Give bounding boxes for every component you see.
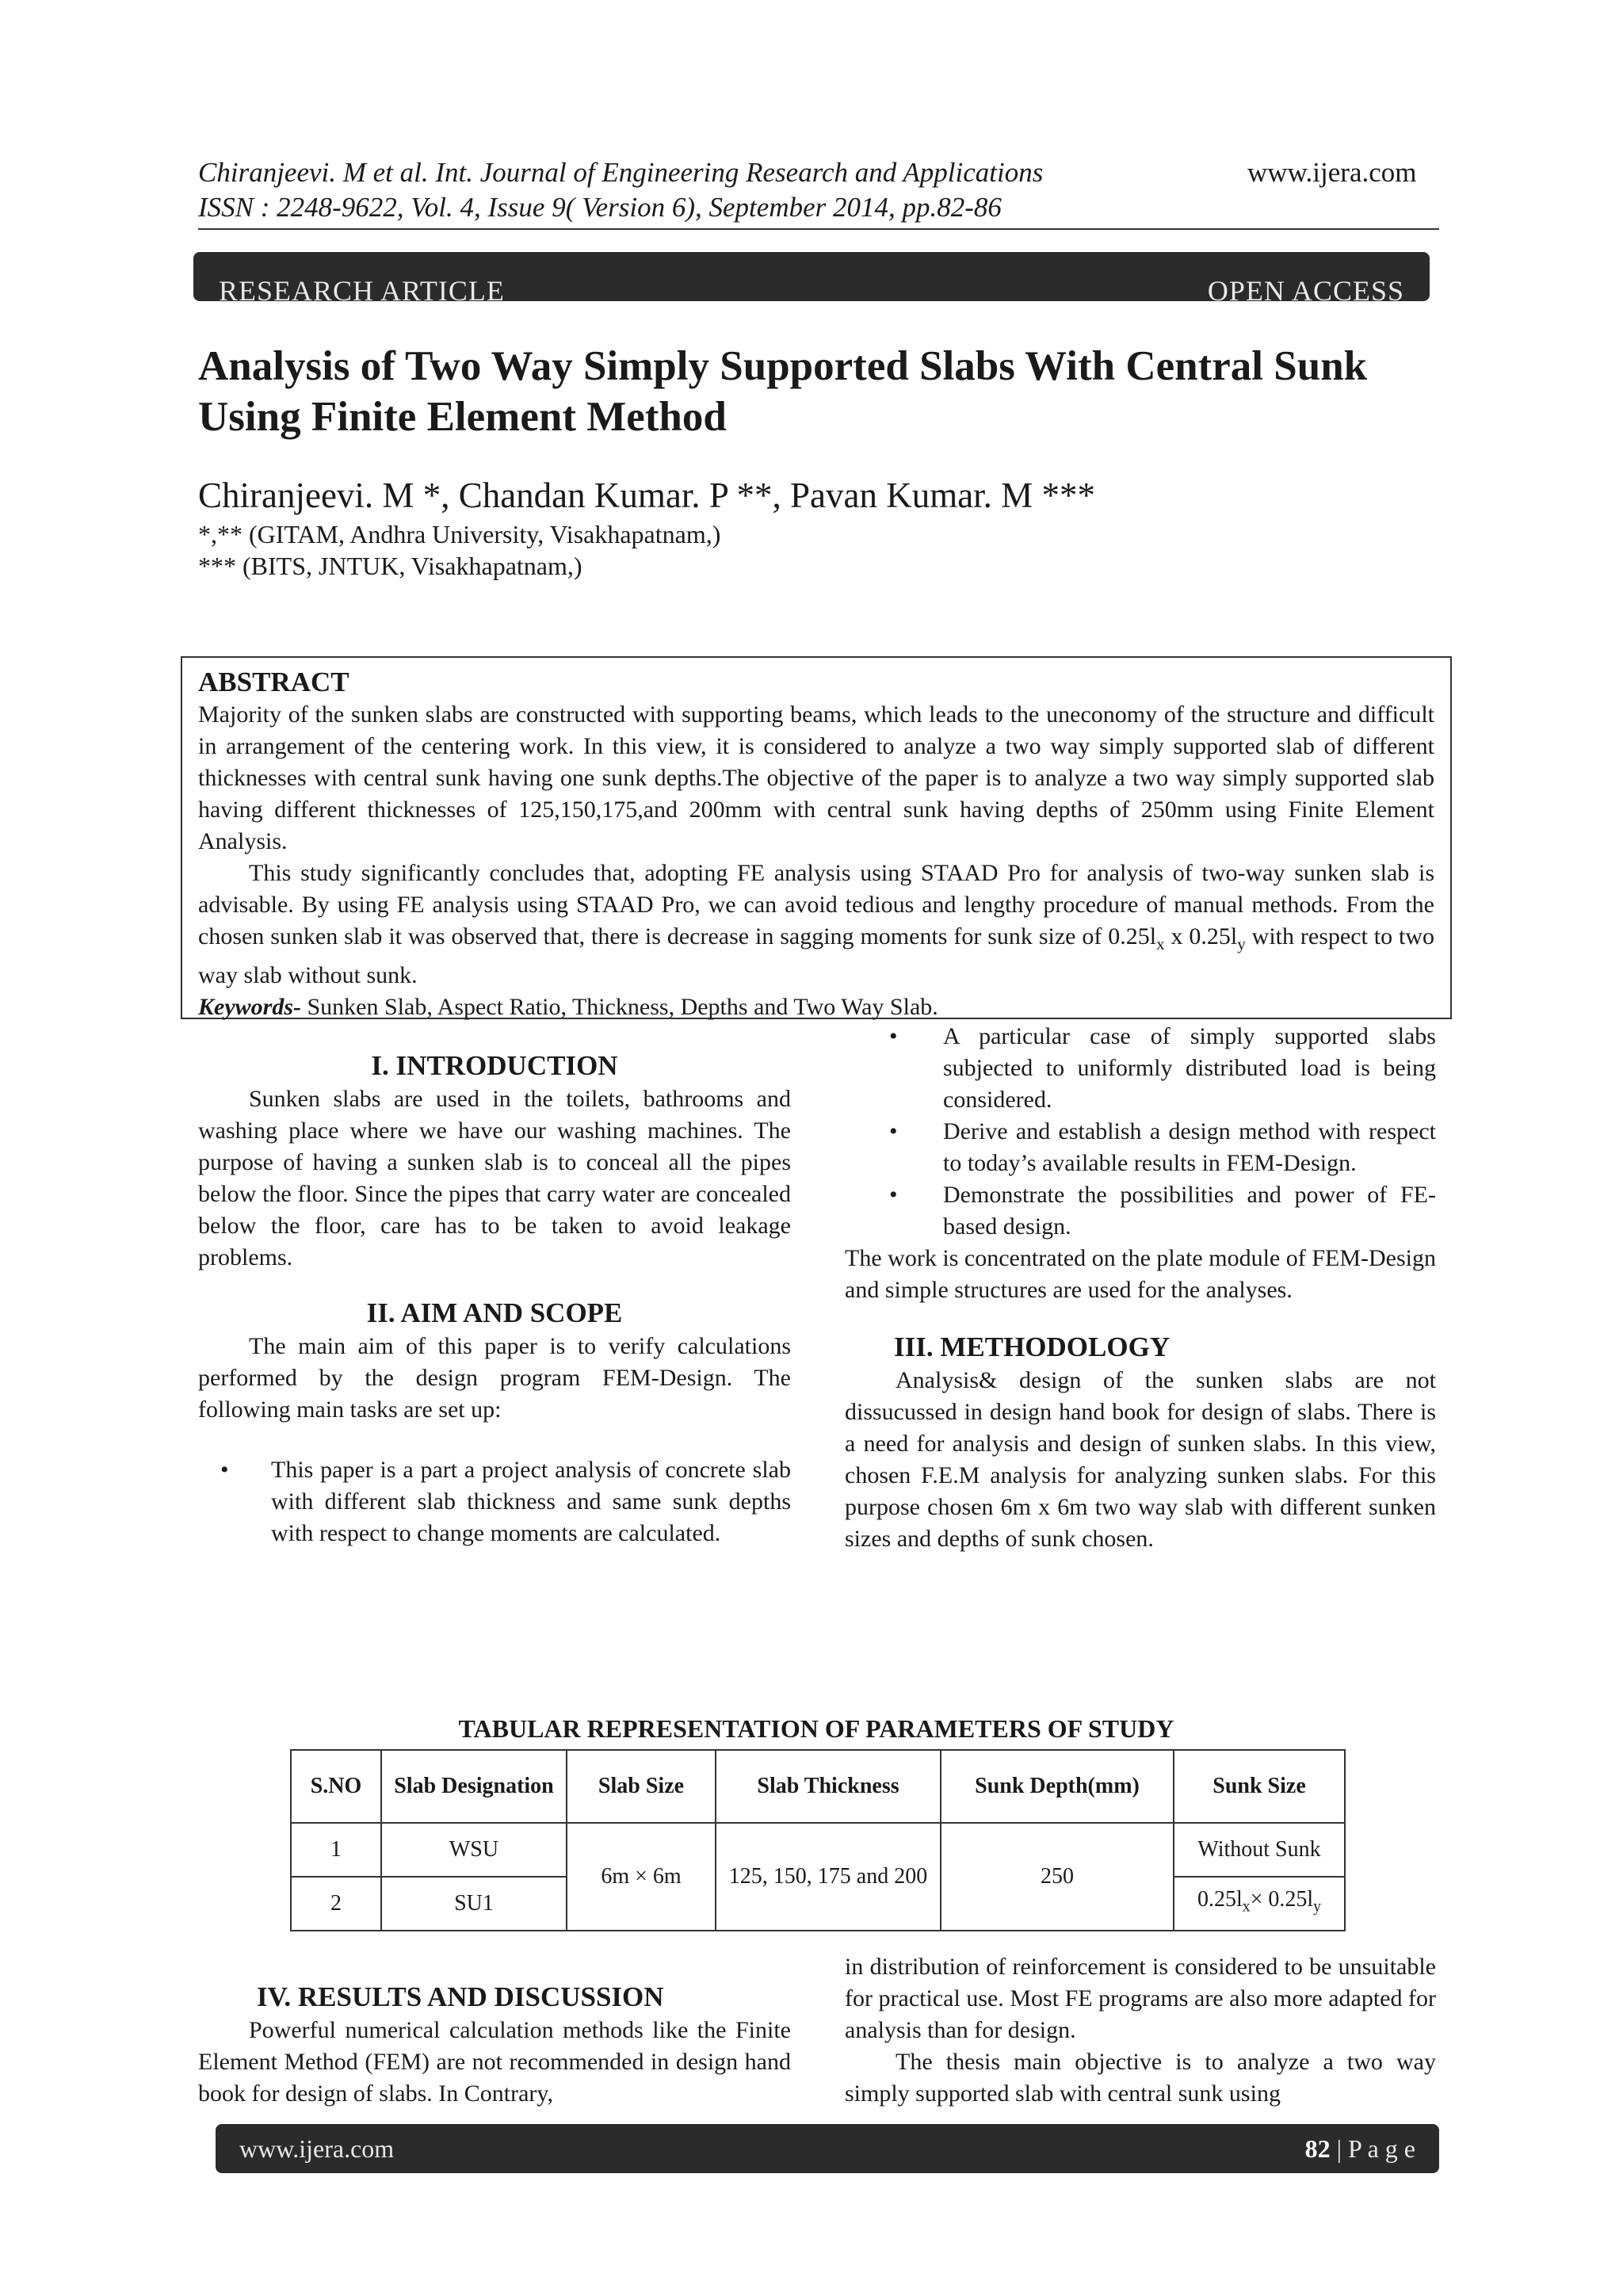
abstract-box: [181, 656, 1452, 1019]
article-banner: [193, 252, 1430, 307]
cell-sunk-size: Without Sunk: [1174, 1823, 1345, 1877]
task-bullet-list: [845, 1021, 1436, 1243]
header-slab-designation: Slab Designation: [381, 1750, 567, 1823]
aim-bullet-item: • This paper is a part a project analysis of concrete slab with different slab thickness and same sunk depths with respect to change moments are calculated.: [220, 1457, 791, 1546]
introduction-text: Sunken slabs are used in the toilets, bathrooms and washing place where we have our washing machines. The purpose of having a sunken slab is to conceal all the pipes below the floor. Since the pipes that carry water are concealed below the floor, care has to be taken to avoid leakage problems.: [198, 1086, 791, 1270]
parameters-table: [290, 1749, 1346, 1931]
cell-sunk-depth: 250: [941, 1823, 1174, 1931]
cell-designation: SU1: [381, 1877, 567, 1931]
right-column-top: [845, 1021, 1436, 1555]
table-header-row: [291, 1750, 1345, 1823]
results-continued-text: in distribution of reinforcement is considered to be unsuitable for practical use. Most FE programs are also more adapted for analysis than for design.: [845, 1954, 1436, 2043]
results-text: Powerful numerical calculation methods like the Finite Element Method (FEM) are not recommended in design hand book for design of slabs. In Contrary,: [198, 2017, 791, 2107]
abstract-content: [198, 666, 1434, 1023]
affiliation-2: *** (BITS, JNTUK, Visakhapatnam,): [198, 552, 582, 580]
keywords-label: Keywords-: [198, 994, 301, 1020]
header-rule: [198, 228, 1439, 230]
affiliation-1: *,** (GITAM, Andhra University, Visakhapatnam,): [198, 520, 721, 548]
cell-sno: 2: [291, 1877, 381, 1931]
abstract-paragraph-2: This study significantly concludes that, adopting FE analysis using STAAD Pro for analysis of two-way sunken slab is advisable. By using FE analysis using STAAD Pro, we can avoid tedious and lengthy procedure of manual methods. From the chosen sunken slab it was observed that, there is decrease in sagging moments for sunk size of $0.25l_x$ x $0.25l_y$ with respect to two way slab without sunk.: [198, 860, 1435, 988]
author-list: Chiranjeevi. M *, Chandan Kumar. P **, Pavan Kumar. M ***: [198, 476, 1095, 515]
results-heading: IV. RESULTS AND DISCUSSION: [257, 1981, 664, 2012]
header-sno: S.NO: [291, 1750, 381, 1823]
task-bullet-item-2: • Derive and establish a design method with respect to today’s available results in FEM-Design.: [889, 1118, 1436, 1176]
paper-title: [198, 341, 1434, 442]
keywords-text: Sunken Slab, Aspect Ratio, Thickness, Depths and Two Way Slab.: [301, 994, 938, 1020]
open-access-label: OPEN ACCESS: [1207, 275, 1404, 307]
task-bullet-item-3: • Demonstrate the possibilities and power of FE- based design.: [889, 1182, 1436, 1240]
cell-sno: 1: [291, 1823, 381, 1877]
paper-title-line2: Using Finite Element Method: [198, 394, 727, 440]
left-column-top: [198, 1049, 791, 1549]
aim-scope-heading: II. AIM AND SCOPE: [366, 1297, 623, 1328]
cell-designation: WSU: [381, 1823, 567, 1877]
task-bullet-item-1: • A particular case of simply supported slabs subjected to uniformly distributed load is being considered.: [889, 1023, 1436, 1113]
aim-bullet-list: [198, 1454, 791, 1549]
header-sunk-depth: Sunk Depth(mm): [941, 1750, 1174, 1823]
research-article-label: RESEARCH ARTICLE: [219, 275, 505, 307]
page-footer: [216, 2124, 1439, 2173]
methodology-heading: III. METHODOLOGY: [894, 1331, 1170, 1362]
right-column-bottom: [845, 1951, 1436, 2110]
work-text: The work is concentrated on the plate module of FEM-Design and simple structures are used for the analyses.: [845, 1245, 1436, 1303]
cell-slab-size: 6m × 6m: [567, 1823, 716, 1931]
cell-slab-thickness: 125, 150, 175 and 200: [716, 1823, 941, 1931]
footer-website[interactable]: www.ijera.com: [239, 2134, 395, 2163]
paper-title-line1: Analysis of Two Way Simply Supported Slabs With Central Sunk: [198, 343, 1368, 389]
abstract-paragraph-1: Majority of the sunken slabs are constructed with supporting beams, which leads to the uneconomy of the structure and difficult in arrangement of the centering work. In this view, it is considered to analyze a two way simply supported slab of different thicknesses with central sunk having one sunk depths.The objective of the paper is to analyze a two way simply supported slab having different thicknesses of 125,150,175,and 200mm with central sunk having depths of 250mm using Finite Element Analysis.: [198, 701, 1434, 854]
aim-scope-text: The main aim of this paper is to verify calculations performed by the design program FEM-Design. The following main tasks are set up:: [198, 1333, 791, 1423]
page-number: 82 | P a g e: [1304, 2134, 1415, 2163]
cell-sunk-size: $0.25l_x\times 0.25l_y$: [1174, 1877, 1345, 1931]
table-row: [291, 1823, 1345, 1877]
journal-website[interactable]: www.ijera.com: [1247, 157, 1417, 188]
keywords: [198, 991, 1434, 1023]
left-column-bottom: [198, 1980, 791, 2110]
header-sunk-size: Sunk Size: [1174, 1750, 1345, 1823]
introduction-heading: I. INTRODUCTION: [371, 1050, 618, 1081]
journal-citation-line2: ISSN : 2248-9622, Vol. 4, Issue 9( Version 6), September 2014, pp.82-86: [198, 192, 1002, 223]
abstract-heading: ABSTRACT: [198, 667, 349, 697]
header-slab-size: Slab Size: [567, 1750, 716, 1823]
journal-citation-line1: Chiranjeevi. M et al. Int. Journal of Engineering Research and Applications: [198, 157, 1044, 188]
methodology-text: Analysis& design of the sunken slabs are not dissucussed in design hand book for design of slabs. There is a need for analysis and design of sunken slabs. In this view, chosen F.E.M analysis for analyzing sunken slabs. For this purpose chosen 6m x 6m two way slab with different sunken sizes and depths of sunk chosen.: [845, 1367, 1436, 1552]
table-caption: TABULAR REPRESENTATION OF PARAMETERS OF STUDY: [458, 1714, 1174, 1743]
thesis-objective-text: The thesis main objective is to analyze a two way simply supported slab with central sunk using: [845, 2049, 1436, 2107]
header-slab-thickness: Slab Thickness: [716, 1750, 941, 1823]
